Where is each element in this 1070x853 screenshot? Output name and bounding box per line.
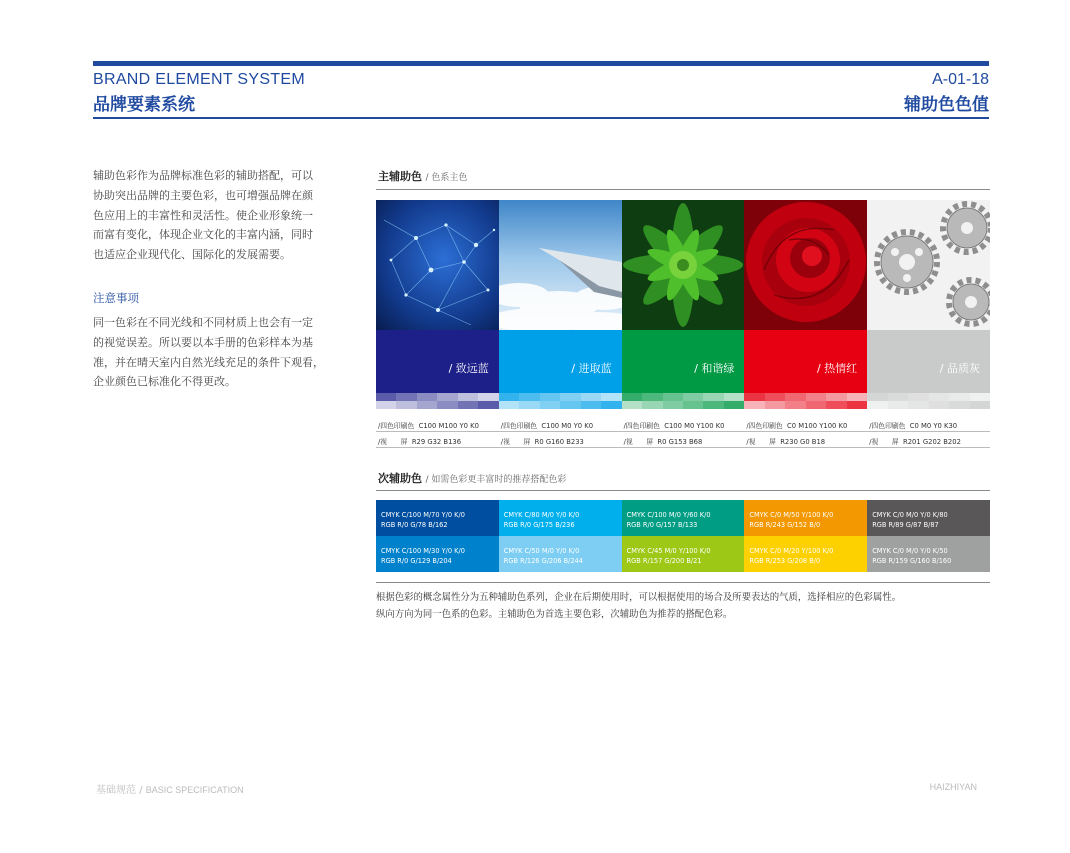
rgb-spec-row bbox=[376, 436, 990, 446]
secondary-row bbox=[376, 536, 990, 572]
secondary-cmyk: CMYK C/45 M/0 Y/100 K/0 bbox=[626, 547, 711, 555]
tint-swatch bbox=[703, 401, 723, 409]
tint-swatch bbox=[908, 401, 928, 409]
secondary-rgb: RGB R/0 G/157 B/133 bbox=[626, 521, 698, 529]
color-block-hexie-green bbox=[622, 330, 745, 393]
tint-swatch bbox=[601, 393, 621, 401]
cmyk-spec: /四色印刷色 C100 M100 Y0 K0 bbox=[378, 422, 479, 430]
tint-group bbox=[744, 393, 867, 409]
tint-swatch bbox=[806, 393, 826, 401]
tint-swatch bbox=[417, 401, 437, 409]
tint-swatch bbox=[581, 401, 601, 409]
color-block-jinqu-blue bbox=[499, 330, 622, 393]
brand-system-title-cn: 品牌要素系统 bbox=[93, 95, 195, 115]
tint-swatch bbox=[765, 393, 785, 401]
secondary-rgb: RGB R/243 G/152 B/0 bbox=[749, 521, 821, 529]
description-line: 根据色彩的概念属性分为五种辅助色系列，企业在后期使用时，可以根据使用的场合及所要表达的气质，选择相应的色彩属性。 bbox=[376, 592, 902, 603]
secondary-cmyk: CMYK C/80 M/0 Y/0 K/0 bbox=[503, 511, 580, 519]
footer-brand: HAIZHIYAN bbox=[929, 782, 977, 792]
tint-swatch bbox=[806, 401, 826, 409]
tint-group bbox=[622, 393, 745, 409]
color-photo-strip bbox=[376, 200, 990, 330]
tint-swatch bbox=[642, 401, 662, 409]
intro-line: 协助突出品牌的主要色彩，也可增强品牌在颜 bbox=[93, 188, 313, 202]
primary-rule bbox=[376, 189, 990, 190]
tint-swatch bbox=[970, 393, 990, 401]
tint-swatch bbox=[847, 401, 867, 409]
tint-swatch bbox=[908, 393, 928, 401]
secondary-cmyk: CMYK C/0 M/50 Y/100 K/0 bbox=[749, 511, 834, 519]
tint-swatch bbox=[540, 401, 560, 409]
secondary-cmyk: CMYK C/50 M/0 Y/0 K/0 bbox=[503, 547, 580, 555]
secondary-cmyk: CMYK C/0 M/0 Y/0 K/50 bbox=[872, 547, 948, 555]
tint-swatch bbox=[724, 401, 744, 409]
page-title: 辅助色色值 bbox=[904, 95, 989, 115]
tint-swatch bbox=[478, 401, 498, 409]
tint-group bbox=[376, 393, 499, 409]
tint-swatch bbox=[622, 401, 642, 409]
tint-swatch bbox=[765, 401, 785, 409]
spec-divider bbox=[376, 431, 990, 432]
secondary-swatch bbox=[622, 536, 745, 572]
secondary-swatch bbox=[499, 536, 622, 572]
color-block-label: / 热情红 bbox=[816, 362, 858, 375]
tint-swatch bbox=[867, 393, 887, 401]
tint-swatch bbox=[376, 393, 396, 401]
tint-swatch bbox=[437, 401, 457, 409]
tint-swatch bbox=[560, 401, 580, 409]
color-block-label: / 品质灰 bbox=[939, 362, 980, 375]
brand-system-title-en: BRAND ELEMENT SYSTEM bbox=[93, 71, 305, 88]
rose-image bbox=[744, 200, 867, 330]
rgb-spec: /视 屏 R29 G32 B136 bbox=[378, 438, 462, 446]
notice-heading: 注意事项 bbox=[93, 291, 139, 305]
secondary-row bbox=[376, 500, 990, 536]
tint-swatch bbox=[929, 393, 949, 401]
rgb-spec: /视 屏 R0 G153 B68 bbox=[623, 438, 703, 446]
footer-section-label: 基础规范 / BASIC SPECIFICATION bbox=[96, 785, 244, 796]
tint-swatch bbox=[622, 393, 642, 401]
color-block-label: / 和谐绿 bbox=[694, 362, 735, 375]
secondary-subtitle: / 如需色彩更丰富时的推荐搭配色彩 bbox=[425, 475, 567, 485]
primary-section-title bbox=[378, 168, 467, 184]
primary-color-blocks bbox=[376, 330, 990, 393]
cmyk-spec: /四色印刷色 C100 M0 Y100 K0 bbox=[623, 422, 725, 430]
gears-image bbox=[867, 200, 990, 330]
tint-swatch bbox=[826, 393, 846, 401]
secondary-swatch bbox=[867, 500, 990, 536]
tint-swatch bbox=[785, 401, 805, 409]
color-block-zhiyuan-blue bbox=[376, 330, 499, 393]
primary-subtitle: / 色系主色 bbox=[425, 173, 468, 183]
secondary-rgb: RGB R/0 G/175 B/236 bbox=[503, 521, 575, 529]
secondary-cmyk: CMYK C/100 M/0 Y/60 K/0 bbox=[626, 511, 711, 519]
secondary-section-title bbox=[378, 470, 566, 486]
secondary-title: 次辅助色 bbox=[378, 472, 422, 485]
tint-swatch bbox=[949, 393, 969, 401]
color-block-reqing-red bbox=[744, 330, 867, 393]
intro-line: 而富有变化，体现企业文化的丰富内涵，同时 bbox=[93, 228, 313, 242]
color-block-pinzhi-gray bbox=[867, 330, 990, 393]
rgb-spec: /视 屏 R201 G202 B202 bbox=[869, 438, 961, 446]
tint-strip bbox=[376, 393, 990, 409]
tint-swatch bbox=[499, 401, 519, 409]
tint-swatch bbox=[888, 401, 908, 409]
color-block-label: / 致远蓝 bbox=[448, 362, 489, 375]
tint-swatch bbox=[888, 393, 908, 401]
secondary-cmyk: CMYK C/100 M/30 Y/0 K/0 bbox=[381, 547, 465, 555]
tint-swatch bbox=[683, 393, 703, 401]
tint-swatch bbox=[867, 401, 887, 409]
tint-swatch bbox=[540, 393, 560, 401]
tint-swatch bbox=[929, 401, 949, 409]
secondary-swatch bbox=[376, 536, 499, 572]
spec-divider bbox=[376, 447, 990, 448]
secondary-rgb: RGB R/89 G/87 B/87 bbox=[872, 521, 939, 529]
notice-line: 同一色彩在不同光线和不同材质上也会有一定 bbox=[93, 316, 313, 329]
cmyk-spec: /四色印刷色 C0 M0 Y0 K30 bbox=[869, 422, 958, 430]
description-paragraph bbox=[376, 589, 996, 623]
cmyk-spec-row bbox=[376, 420, 990, 430]
tint-swatch bbox=[519, 401, 539, 409]
secondary-rgb: RGB R/0 G/78 B/162 bbox=[381, 521, 448, 529]
secondary-rgb: RGB R/157 G/200 B/21 bbox=[626, 557, 702, 565]
secondary-swatch bbox=[376, 500, 499, 536]
secondary-cmyk: CMYK C/0 M/20 Y/100 K/0 bbox=[749, 547, 834, 555]
page-code: A-01-18 bbox=[932, 71, 989, 88]
tint-swatch bbox=[847, 393, 867, 401]
tint-swatch bbox=[396, 401, 416, 409]
secondary-swatch bbox=[744, 536, 867, 572]
tint-swatch bbox=[478, 393, 498, 401]
tint-swatch bbox=[744, 393, 764, 401]
header-top-bar bbox=[93, 61, 989, 66]
secondary-rgb: RGB R/159 G/160 B/160 bbox=[872, 557, 952, 565]
intro-line: 辅助色彩作为品牌标准色彩的辅助搭配，可以 bbox=[93, 169, 313, 182]
tint-swatch bbox=[601, 401, 621, 409]
color-block-label: / 进取蓝 bbox=[571, 362, 612, 375]
tint-swatch bbox=[703, 393, 723, 401]
plant-image bbox=[622, 200, 745, 330]
header-rule bbox=[93, 117, 989, 119]
tint-swatch bbox=[826, 401, 846, 409]
tint-swatch bbox=[642, 393, 662, 401]
secondary-rgb: RGB R/253 G/208 B/0 bbox=[749, 557, 821, 565]
secondary-swatch bbox=[499, 500, 622, 536]
secondary-color-grid bbox=[376, 500, 990, 572]
sky-image bbox=[499, 200, 622, 330]
rgb-spec: /视 屏 R0 G160 B233 bbox=[500, 438, 584, 446]
cmyk-spec: /四色印刷色 C0 M100 Y100 K0 bbox=[746, 422, 848, 430]
tint-swatch bbox=[663, 401, 683, 409]
notice-line: 准，并在晴天室内自然光线充足的条件下观看， bbox=[93, 355, 324, 369]
cmyk-spec: /四色印刷色 C100 M0 Y0 K0 bbox=[500, 422, 594, 430]
network-image bbox=[376, 200, 499, 330]
tint-swatch bbox=[417, 393, 437, 401]
description-line: 纵向方向为同一色系的色彩。主辅助色为首选主要色彩，次辅助色为推荐的搭配色彩。 bbox=[376, 609, 733, 620]
tint-swatch bbox=[949, 401, 969, 409]
secondary-rgb: RGB R/126 G/206 B/244 bbox=[503, 557, 583, 565]
secondary-cmyk: CMYK C/100 M/70 Y/0 K/0 bbox=[381, 511, 465, 519]
rgb-spec: /视 屏 R230 G0 B18 bbox=[746, 438, 826, 446]
primary-title: 主辅助色 bbox=[378, 170, 422, 183]
secondary-swatch bbox=[867, 536, 990, 572]
intro-line: 也适应企业现代化、国际化的发展需要。 bbox=[93, 248, 291, 262]
description-rule bbox=[376, 582, 990, 583]
tint-swatch bbox=[396, 393, 416, 401]
intro-line: 色应用上的丰富性和灵活性。使企业形象统一 bbox=[93, 208, 313, 222]
secondary-rule bbox=[376, 490, 990, 491]
tint-swatch bbox=[663, 393, 683, 401]
tint-swatch bbox=[519, 393, 539, 401]
tint-swatch bbox=[560, 393, 580, 401]
secondary-rgb: RGB R/0 G/129 B/204 bbox=[381, 557, 452, 565]
tint-swatch bbox=[458, 393, 478, 401]
notice-line: 企业颜色已标准化不得更改。 bbox=[93, 375, 236, 389]
tint-swatch bbox=[458, 401, 478, 409]
tint-swatch bbox=[499, 393, 519, 401]
tint-swatch bbox=[724, 393, 744, 401]
tint-swatch bbox=[744, 401, 764, 409]
tint-group bbox=[867, 393, 990, 409]
intro-paragraph bbox=[93, 166, 333, 265]
tint-swatch bbox=[581, 393, 601, 401]
tint-swatch bbox=[376, 401, 396, 409]
tint-group bbox=[499, 393, 622, 409]
tint-swatch bbox=[437, 393, 457, 401]
secondary-cmyk: CMYK C/0 M/0 Y/0 K/80 bbox=[872, 511, 948, 519]
secondary-swatch bbox=[744, 500, 867, 536]
notice-line: 的视觉误差。所以要以本手册的色彩样本为基 bbox=[93, 335, 313, 349]
tint-swatch bbox=[970, 401, 990, 409]
tint-swatch bbox=[785, 393, 805, 401]
secondary-swatch bbox=[622, 500, 745, 536]
tint-swatch bbox=[683, 401, 703, 409]
notice-paragraph bbox=[93, 313, 333, 392]
